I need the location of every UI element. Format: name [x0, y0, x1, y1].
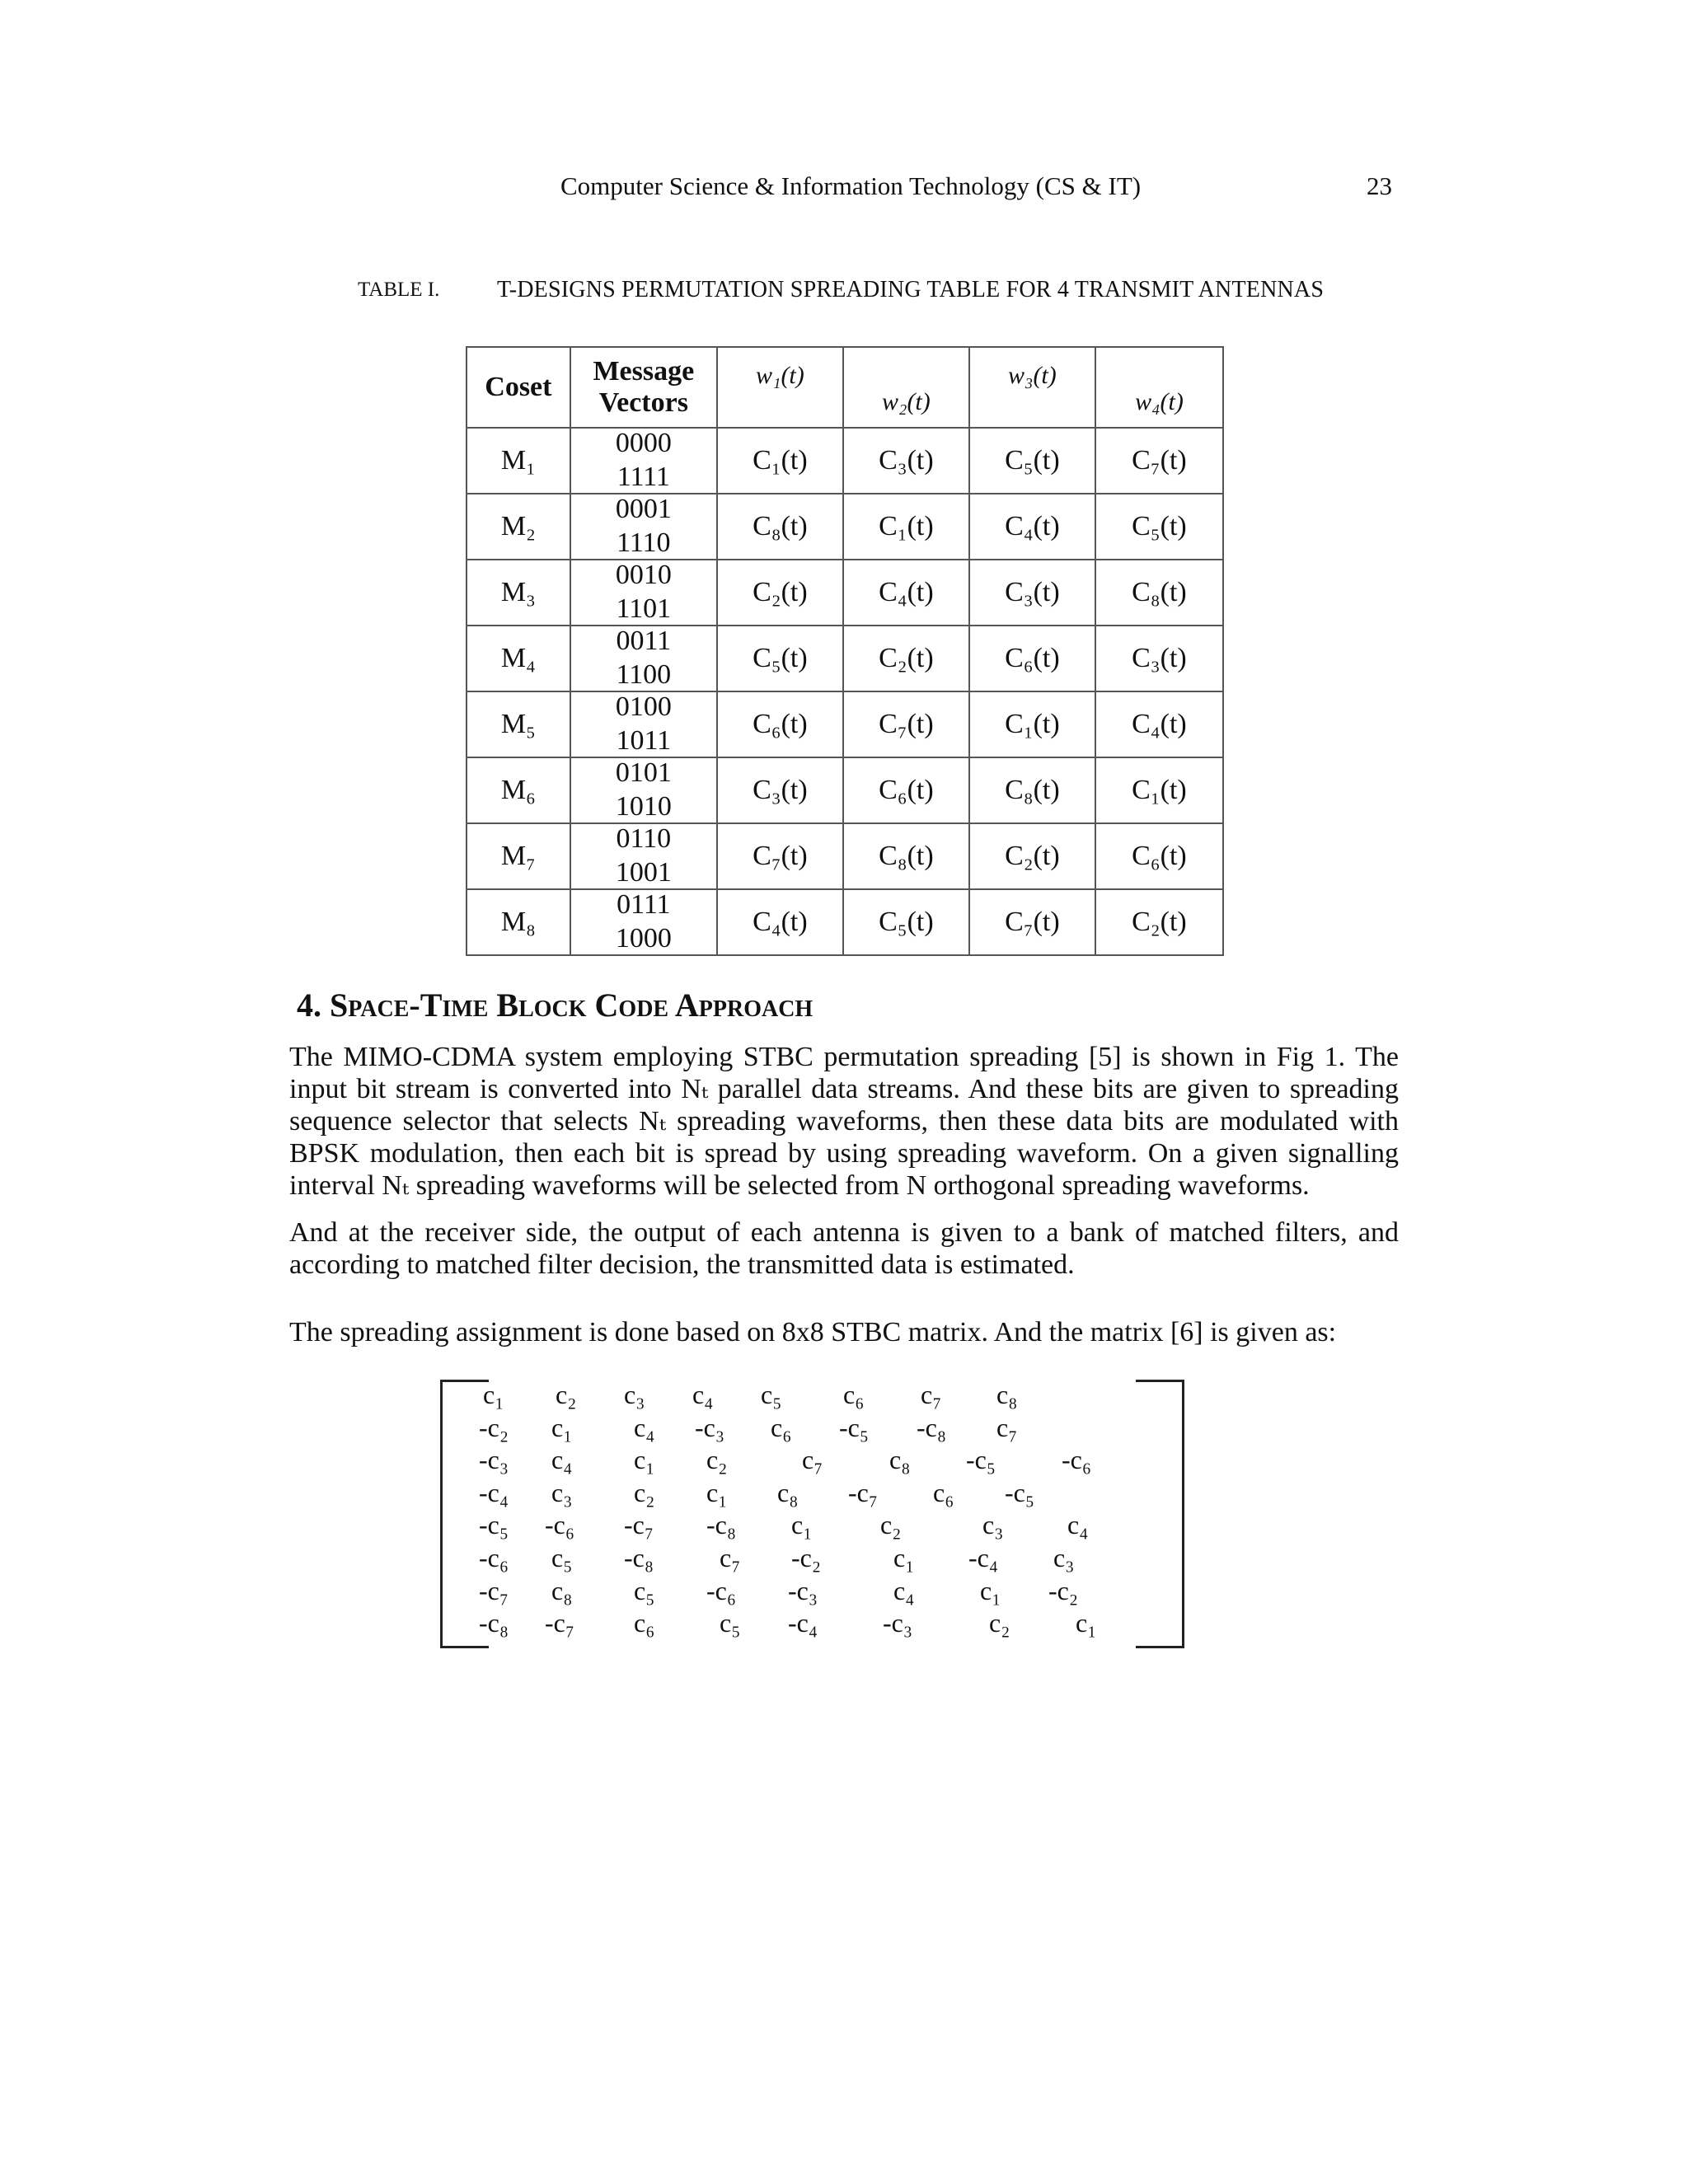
matrix-entry: c₁ [1076, 1608, 1097, 1638]
matrix-entry: -c₆ [1062, 1445, 1092, 1475]
matrix-entry: c₈ [996, 1380, 1018, 1409]
w1-cell: C₅(t) [717, 626, 843, 691]
matrix-entry: -c₆ [479, 1543, 509, 1572]
coset-cell: M₅ [467, 691, 570, 757]
w3-cell: C₃(t) [969, 560, 1095, 626]
header-w2 [843, 347, 969, 428]
matrix-entry: c₂ [634, 1477, 655, 1507]
header-w3-label: w₃(t) [1008, 362, 1057, 389]
matrix-entry: -c₈ [479, 1608, 509, 1638]
message-vector: 1110 [617, 527, 671, 558]
matrix-entry: -c₇ [624, 1510, 654, 1540]
header-w4-label: w₄(t) [1135, 388, 1184, 415]
matrix-entry: c₂ [706, 1445, 728, 1475]
coset-cell: M₈ [467, 889, 570, 955]
vectors-cell [570, 823, 717, 889]
matrix-entry: c₄ [893, 1575, 915, 1605]
matrix-entry: c₁ [980, 1575, 1001, 1605]
table-row [467, 823, 1223, 889]
w3-cell: C₂(t) [969, 823, 1095, 889]
paragraph-2: And at the receiver side, the output of each antenna is given to a bank of matched filters, and according to matched filter decision, the transmitted data is estimated. [289, 1217, 1399, 1280]
matrix-entry: -c₅ [479, 1510, 509, 1540]
message-vector: 0001 [615, 494, 672, 524]
matrix-entry: -c₃ [695, 1412, 725, 1442]
message-vector: 1000 [615, 923, 672, 954]
matrix-entry: c₃ [624, 1380, 645, 1409]
vectors-cell [570, 494, 717, 560]
matrix-entry: -c₅ [1005, 1477, 1035, 1507]
message-vector: 1011 [616, 725, 672, 756]
message-vector: 1100 [616, 659, 672, 690]
matrix-entry: c₅ [634, 1575, 655, 1605]
matrix-row [435, 1445, 1185, 1478]
matrix-entry: -c₂ [791, 1543, 822, 1572]
header-coset: Coset [467, 347, 570, 428]
matrix-entry: c₈ [889, 1445, 911, 1475]
table-caption-label: TABLE I. [358, 279, 440, 301]
vectors-cell [570, 428, 717, 494]
matrix-entry: c₂ [556, 1380, 577, 1409]
matrix-entry: c₇ [996, 1412, 1018, 1442]
message-vector: 0101 [615, 757, 672, 788]
matrix-entry: c₈ [777, 1477, 799, 1507]
matrix-row [435, 1413, 1185, 1446]
table-row [467, 560, 1223, 626]
matrix-row [435, 1510, 1185, 1543]
matrix-entry: c₅ [761, 1380, 782, 1409]
w3-cell: C₇(t) [969, 889, 1095, 955]
w3-cell: C₈(t) [969, 757, 1095, 823]
matrix-entry: c₃ [551, 1477, 573, 1507]
matrix-entry: -c₅ [966, 1445, 996, 1475]
w4-cell: C₄(t) [1095, 691, 1223, 757]
matrix-entry: -c₆ [545, 1510, 575, 1540]
matrix-entry: -c₃ [883, 1608, 913, 1638]
message-vector: 1101 [616, 593, 672, 624]
w2-cell: C₈(t) [843, 823, 969, 889]
w4-cell: C₆(t) [1095, 823, 1223, 889]
vectors-cell [570, 560, 717, 626]
matrix-row [435, 1543, 1185, 1576]
table-caption-text: T-DESIGNS PERMUTATION SPREADING TABLE FOR 4 TRANSMIT ANTENNAS [497, 277, 1325, 302]
matrix-entry: c₇ [921, 1380, 942, 1409]
matrix-entry: c₁ [634, 1445, 655, 1475]
message-vector: 0100 [615, 691, 672, 722]
w1-cell: C₃(t) [717, 757, 843, 823]
w4-cell: C₂(t) [1095, 889, 1223, 955]
matrix-entry: -c₇ [848, 1477, 879, 1507]
matrix-entry: c₁ [893, 1543, 915, 1572]
header-w2-label: w₂(t) [882, 388, 931, 415]
matrix-entry: -c₆ [706, 1575, 737, 1605]
message-vector: 0111 [617, 889, 671, 920]
vectors-cell [570, 626, 717, 691]
matrix-entry: -c₂ [479, 1412, 509, 1442]
matrix-entry: -c₃ [479, 1445, 509, 1475]
permutation-spreading-table [466, 346, 1224, 956]
matrix-entry: c₄ [1067, 1510, 1089, 1540]
w2-cell: C₁(t) [843, 494, 969, 560]
header-w3 [969, 347, 1095, 428]
w2-cell: C₆(t) [843, 757, 969, 823]
coset-cell: M₁ [467, 428, 570, 494]
paragraph-3: The spreading assignment is done based on 8x8 STBC matrix. And the matrix [6] is given as: [289, 1317, 1337, 1347]
matrix-entry: c₃ [982, 1510, 1004, 1540]
matrix-row [435, 1380, 1185, 1413]
matrix-row [435, 1478, 1185, 1511]
matrix-entry: c₁ [706, 1477, 728, 1507]
header-w1 [717, 347, 843, 428]
w3-cell: C₆(t) [969, 626, 1095, 691]
matrix-entry: c₄ [692, 1380, 714, 1409]
matrix-entry: -c₂ [1048, 1575, 1079, 1605]
w1-cell: C₈(t) [717, 494, 843, 560]
matrix-entry: -c₇ [479, 1575, 509, 1605]
message-vector: 1111 [617, 462, 670, 492]
header-message-line1: Message [593, 356, 695, 387]
w2-cell: C₅(t) [843, 889, 969, 955]
matrix-entry: c₁ [483, 1380, 504, 1409]
matrix-entry: c₆ [634, 1608, 655, 1638]
paragraph-1: The MIMO-CDMA system employing STBC permutation spreading [5] is shown in Fig 1. The input bit stream is converted into Nₜ parallel data streams. And these bits are given to spreading sequence selector that selects Nₜ spreading waveforms, then these data bits are modulated with BPSK modulation, then each bit is spread by using spreading waveform. On a given signalling interval Nₜ spreading waveforms will be selected from N orthogonal spreading waveforms. [289, 1042, 1399, 1201]
w1-cell: C₆(t) [717, 691, 843, 757]
message-vector: 1010 [615, 791, 672, 822]
matrix-entry: c₁ [551, 1412, 573, 1442]
coset-cell: M₆ [467, 757, 570, 823]
message-vector: 0000 [615, 428, 672, 458]
w1-cell: C₄(t) [717, 889, 843, 955]
w1-cell: C₂(t) [717, 560, 843, 626]
vectors-cell [570, 889, 717, 955]
running-title: Computer Science & Information Technology (CS & IT) [560, 171, 1142, 200]
matrix-entry: -c₈ [917, 1412, 947, 1442]
w4-cell: C₈(t) [1095, 560, 1223, 626]
page-number: 23 [1367, 171, 1392, 200]
matrix-entry: c₂ [880, 1510, 902, 1540]
w4-cell: C₁(t) [1095, 757, 1223, 823]
matrix-entry: c₆ [933, 1477, 954, 1507]
matrix-entry: c₇ [720, 1543, 741, 1572]
w4-cell: C₇(t) [1095, 428, 1223, 494]
coset-cell: M₂ [467, 494, 570, 560]
table-row [467, 889, 1223, 955]
w2-cell: C₇(t) [843, 691, 969, 757]
matrix-entry: c₇ [802, 1445, 823, 1475]
message-vector: 0110 [616, 823, 672, 854]
table-row [467, 494, 1223, 560]
w2-cell: C₄(t) [843, 560, 969, 626]
table-row [467, 757, 1223, 823]
vectors-cell [570, 757, 717, 823]
matrix-entry: -c₃ [788, 1575, 818, 1605]
table-row [467, 626, 1223, 691]
w4-cell: C₃(t) [1095, 626, 1223, 691]
w3-cell: C₄(t) [969, 494, 1095, 560]
coset-cell: M₇ [467, 823, 570, 889]
matrix-entry: -c₈ [624, 1543, 654, 1572]
coset-cell: M₄ [467, 626, 570, 691]
matrix-row [435, 1576, 1185, 1609]
w2-cell: C₂(t) [843, 626, 969, 691]
message-vector: 0011 [616, 626, 672, 656]
matrix-entry: c₄ [551, 1445, 573, 1475]
matrix-entry: -c₈ [706, 1510, 737, 1540]
w1-cell: C₇(t) [717, 823, 843, 889]
matrix-entry: c₈ [551, 1575, 573, 1605]
matrix-row [435, 1608, 1185, 1641]
matrix-entry: -c₅ [839, 1412, 870, 1442]
w3-cell: C₁(t) [969, 691, 1095, 757]
matrix-entry: -c₄ [788, 1608, 818, 1638]
matrix-entry: c₆ [843, 1380, 865, 1409]
matrix-entry: -c₄ [479, 1477, 509, 1507]
matrix-entry: -c₇ [545, 1608, 575, 1638]
table-row [467, 428, 1223, 494]
stbc-matrix [435, 1376, 1185, 1657]
matrix-entry: -c₄ [968, 1543, 999, 1572]
w1-cell: C₁(t) [717, 428, 843, 494]
vectors-cell [570, 691, 717, 757]
message-vector: 1001 [615, 857, 672, 888]
matrix-entry: c₅ [551, 1543, 573, 1572]
w4-cell: C₅(t) [1095, 494, 1223, 560]
header-message-line2: Vectors [598, 387, 688, 418]
table-header-row [467, 347, 1223, 428]
w2-cell: C₃(t) [843, 428, 969, 494]
matrix-entry: c₆ [771, 1412, 792, 1442]
matrix-entry: c₄ [634, 1412, 655, 1442]
section-heading: 4. Space-Time Block Code Approach [297, 987, 814, 1024]
header-w1-label: w₁(t) [756, 362, 804, 389]
coset-cell: M₃ [467, 560, 570, 626]
message-vector: 0010 [615, 560, 672, 590]
matrix-entry: c₁ [791, 1510, 813, 1540]
header-message-vectors [570, 347, 717, 428]
matrix-entry: c₃ [1053, 1543, 1075, 1572]
table-row [467, 691, 1223, 757]
matrix-entry: c₂ [989, 1608, 1010, 1638]
matrix-entry: c₅ [720, 1608, 741, 1638]
w3-cell: C₅(t) [969, 428, 1095, 494]
header-w4 [1095, 347, 1223, 428]
